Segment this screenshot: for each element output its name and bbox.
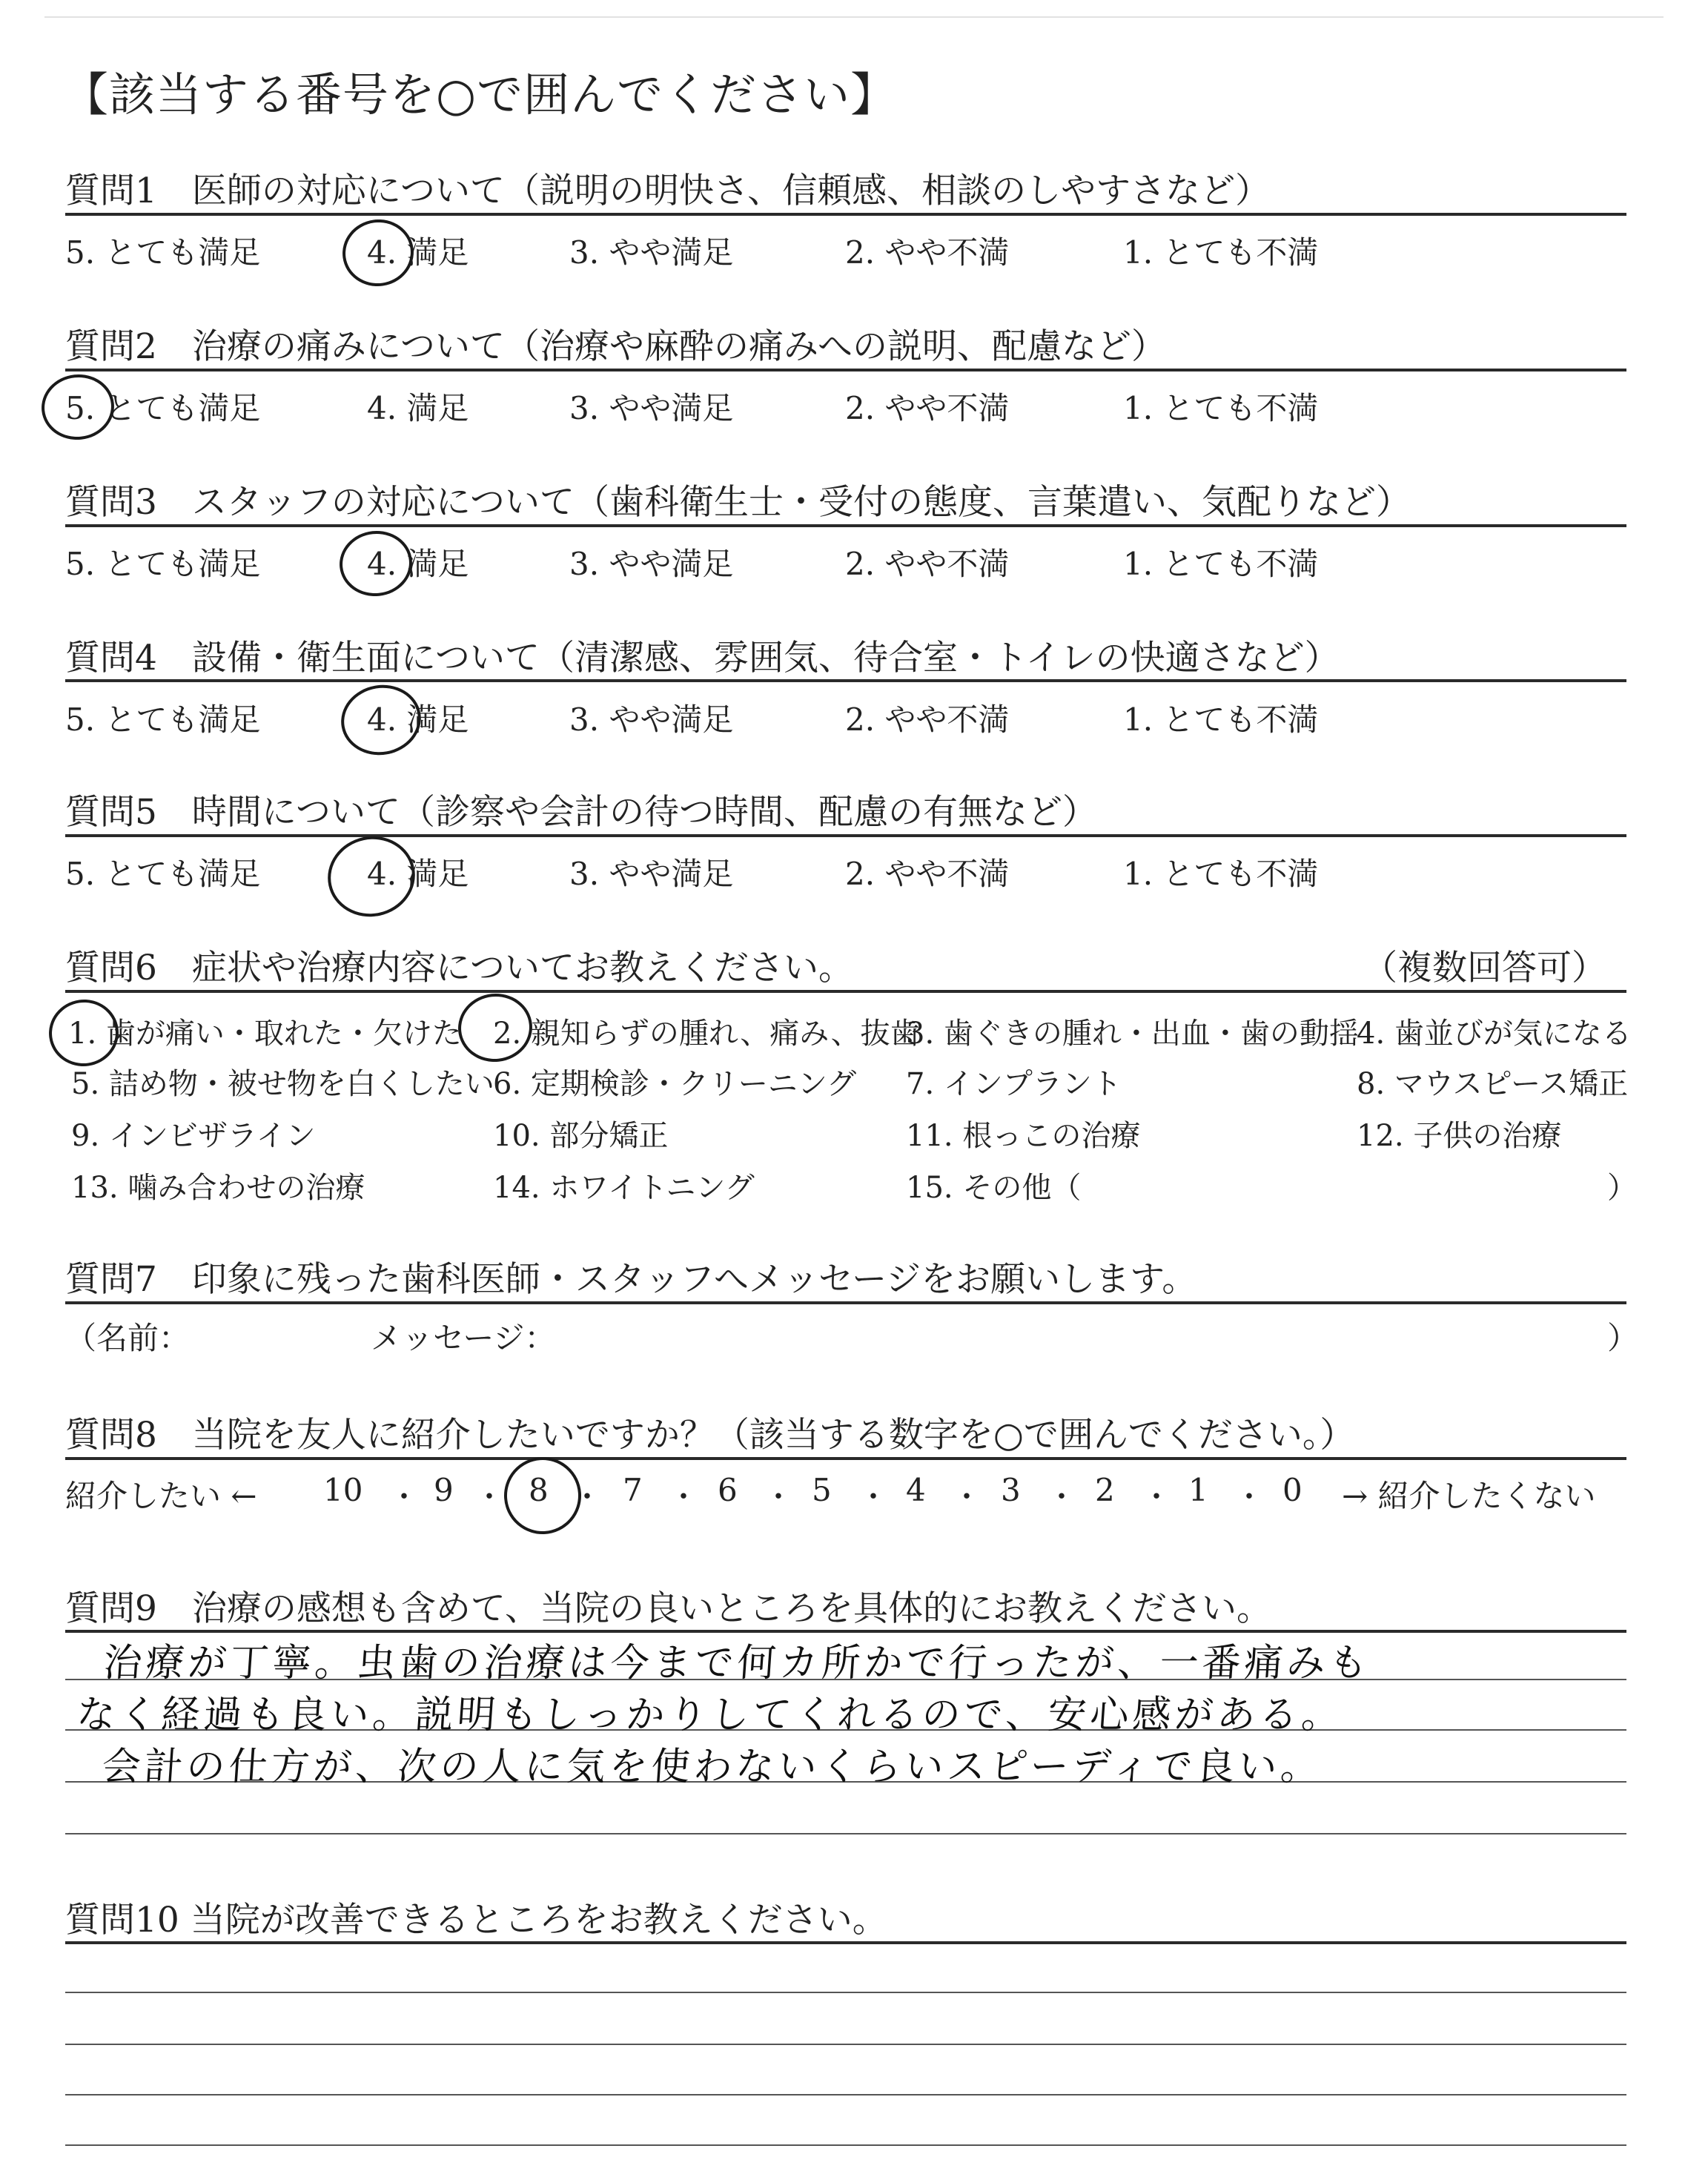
- q4-rule: [65, 679, 1626, 682]
- q10-writing-line: [65, 2044, 1626, 2045]
- q3-option-5[interactable]: 5. とても満足: [65, 546, 261, 582]
- q3-title: 質問3 スタッフの対応について（歯科衛生士・受付の態度、言葉遣い、気配りなど）: [65, 482, 1411, 523]
- q1-option-1[interactable]: 1. とても不満: [1123, 234, 1319, 271]
- q10-writing-line: [65, 1992, 1626, 1993]
- q5-option-4[interactable]: 4. 満足: [367, 856, 469, 892]
- q3-selection-circle: [337, 527, 416, 600]
- q8-separator: ・: [952, 1480, 982, 1514]
- q6-option-7[interactable]: 7. インプラント: [906, 1067, 1122, 1101]
- q8-score-7[interactable]: 7: [623, 1472, 643, 1508]
- q3-option-3[interactable]: 3. やや満足: [569, 546, 734, 582]
- q6-note: （複数回答可）: [1363, 948, 1606, 988]
- q3-option-1[interactable]: 1. とても不満: [1123, 546, 1319, 582]
- q2-option-1[interactable]: 1. とても不満: [1123, 390, 1319, 426]
- q9-handwritten-line-1: 治療が丁寧。虫歯の治療は今まで何カ所かで行ったが、一番痛みも: [102, 1641, 1373, 1685]
- q3-rule: [65, 524, 1626, 527]
- q6-option-9[interactable]: 9. インビザライン: [71, 1119, 316, 1153]
- q9-title: 質問9 治療の感想も含めて、当院の良いところを具体的にお教えください。: [65, 1588, 1271, 1629]
- q2-rule: [65, 369, 1626, 371]
- q8-left-label: 紹介したい ←: [65, 1478, 257, 1514]
- q8-separator: ・: [474, 1480, 504, 1514]
- q8-score-3[interactable]: 3: [1001, 1472, 1021, 1508]
- q2-option-5[interactable]: 5. とても満足: [65, 390, 261, 426]
- q10-writing-line: [65, 2144, 1626, 2146]
- q1-title: 質問1 医師の対応について（説明の明快さ、信頼感、相談のしやすさなど）: [65, 171, 1271, 211]
- q4-option-5[interactable]: 5. とても満足: [65, 701, 261, 738]
- q10-rule: [65, 1941, 1626, 1944]
- q10-writing-line: [65, 2094, 1626, 2095]
- q5-option-5[interactable]: 5. とても満足: [65, 856, 261, 892]
- q8-right-label: → 紹介したくない: [1342, 1478, 1596, 1514]
- q4-option-4[interactable]: 4. 満足: [367, 701, 469, 738]
- q6-option-8[interactable]: 8. マウスピース矯正: [1357, 1067, 1629, 1101]
- q1-option-5[interactable]: 5. とても満足: [65, 234, 261, 271]
- q6-option-6[interactable]: 6. 定期検診・クリーニング: [493, 1067, 857, 1101]
- q6-option-15[interactable]: 15. その他（: [906, 1171, 1082, 1205]
- q7-message-label: メッセージ：: [371, 1320, 556, 1356]
- q1-option-4[interactable]: 4. 満足: [367, 234, 469, 271]
- q5-title: 質問5 時間について（診察や会計の待つ時間、配慮の有無など）: [65, 792, 1097, 833]
- q6-option-5[interactable]: 5. 詰め物・被せ物を白くしたい: [71, 1067, 494, 1101]
- q7-close-paren: ）: [1607, 1320, 1639, 1356]
- q6-rule: [65, 990, 1626, 993]
- q4-option-1[interactable]: 1. とても不満: [1123, 701, 1319, 738]
- q3-option-2[interactable]: 2. やや不満: [845, 546, 1010, 582]
- q5-option-1[interactable]: 1. とても不満: [1123, 856, 1319, 892]
- q7-name-label: （名前：: [65, 1320, 191, 1356]
- q8-score-4[interactable]: 4: [906, 1472, 926, 1508]
- q8-separator: ・: [1047, 1480, 1076, 1514]
- q6-selection-circle-1: [44, 995, 123, 1071]
- q6-option-12[interactable]: 12. 子供の治療: [1357, 1119, 1562, 1153]
- q6-title: 質問6 症状や治療内容についてお教えください。: [65, 948, 853, 988]
- q9-writing-line: [65, 1833, 1626, 1834]
- q1-option-2[interactable]: 2. やや不満: [845, 234, 1010, 271]
- q4-option-2[interactable]: 2. やや不満: [845, 701, 1010, 738]
- q8-selection-circle: [501, 1454, 583, 1536]
- q1-selection-circle: [338, 215, 418, 291]
- q10-title: 質問10 当院が改善できるところをお教えください。: [65, 1900, 887, 1941]
- q8-score-2[interactable]: 2: [1095, 1472, 1115, 1508]
- q6-option-2[interactable]: 2. 親知らずの腫れ、痛み、抜歯: [493, 1017, 920, 1051]
- q8-title: 質問8 当院を友人に紹介したいですか？（該当する数字を○で囲んでください。）: [65, 1415, 1355, 1456]
- q8-score-9[interactable]: 9: [434, 1472, 454, 1508]
- q5-option-2[interactable]: 2. やや不満: [845, 856, 1010, 892]
- q6-selection-circle-2: [454, 990, 535, 1066]
- q8-separator: ・: [669, 1480, 698, 1514]
- q3-option-4[interactable]: 4. 満足: [367, 546, 469, 582]
- q5-selection-circle: [320, 828, 423, 925]
- q6-option-1[interactable]: 1. 歯が痛い・取れた・欠けた: [68, 1017, 462, 1051]
- q8-separator: ・: [858, 1480, 888, 1514]
- q2-selection-circle: [39, 371, 118, 443]
- q2-option-2[interactable]: 2. やや不満: [845, 390, 1010, 426]
- top-border: [44, 16, 1664, 18]
- q7-rule: [65, 1301, 1626, 1304]
- q8-separator: ・: [1234, 1480, 1264, 1514]
- q8-score-5[interactable]: 5: [812, 1472, 832, 1508]
- q8-rule: [65, 1457, 1626, 1460]
- form-header: 【該当する番号を○で囲んでください】: [62, 67, 898, 122]
- q6-option-3[interactable]: 3. 歯ぐきの腫れ・出血・歯の動揺: [906, 1017, 1359, 1051]
- q6-option-10[interactable]: 10. 部分矯正: [493, 1119, 669, 1153]
- q8-score-8[interactable]: 8: [529, 1472, 549, 1508]
- q7-title: 質問7 印象に残った歯科医師・スタッフへメッセージをお願いします。: [65, 1259, 1197, 1300]
- q1-option-3[interactable]: 3. やや満足: [569, 234, 734, 271]
- q8-score-10[interactable]: 10: [323, 1472, 363, 1508]
- q8-separator: ・: [572, 1480, 602, 1514]
- q4-option-3[interactable]: 3. やや満足: [569, 701, 734, 738]
- q2-title: 質問2 治療の痛みについて（治療や麻酔の痛みへの説明、配慮など）: [65, 326, 1167, 367]
- q6-option-11[interactable]: 11. 根っこの治療: [906, 1119, 1141, 1153]
- q8-separator: ・: [1142, 1480, 1171, 1514]
- q2-option-4[interactable]: 4. 満足: [367, 390, 469, 426]
- q4-title: 質問4 設備・衛生面について（清潔感、雰囲気、待合室・トイレの快適さなど）: [65, 638, 1340, 678]
- q2-option-3[interactable]: 3. やや満足: [569, 390, 734, 426]
- q8-score-1[interactable]: 1: [1188, 1472, 1208, 1508]
- q8-separator: ・: [389, 1480, 419, 1514]
- q1-rule: [65, 213, 1626, 216]
- q6-option-14[interactable]: 14. ホワイトニング: [493, 1171, 755, 1205]
- q5-option-3[interactable]: 3. やや満足: [569, 856, 734, 892]
- q4-selection-circle: [336, 678, 427, 761]
- q6-option-4[interactable]: 4. 歯並びが気になる: [1357, 1017, 1632, 1051]
- q6-option-13[interactable]: 13. 噛み合わせの治療: [71, 1171, 365, 1205]
- q8-separator: ・: [764, 1480, 793, 1514]
- q8-score-0[interactable]: 0: [1282, 1472, 1302, 1508]
- q9-handwritten-line-2: なく経過も良い。説明もしっかりしてくれるので、安心感がある。: [75, 1693, 1345, 1737]
- q6-other-close: ）: [1607, 1171, 1637, 1205]
- q8-score-6[interactable]: 6: [718, 1472, 738, 1508]
- q9-handwritten-line-3: 会計の仕方が、次の人に気を使わないくらいスピーディで良い。: [100, 1745, 1325, 1789]
- q5-rule: [65, 834, 1626, 837]
